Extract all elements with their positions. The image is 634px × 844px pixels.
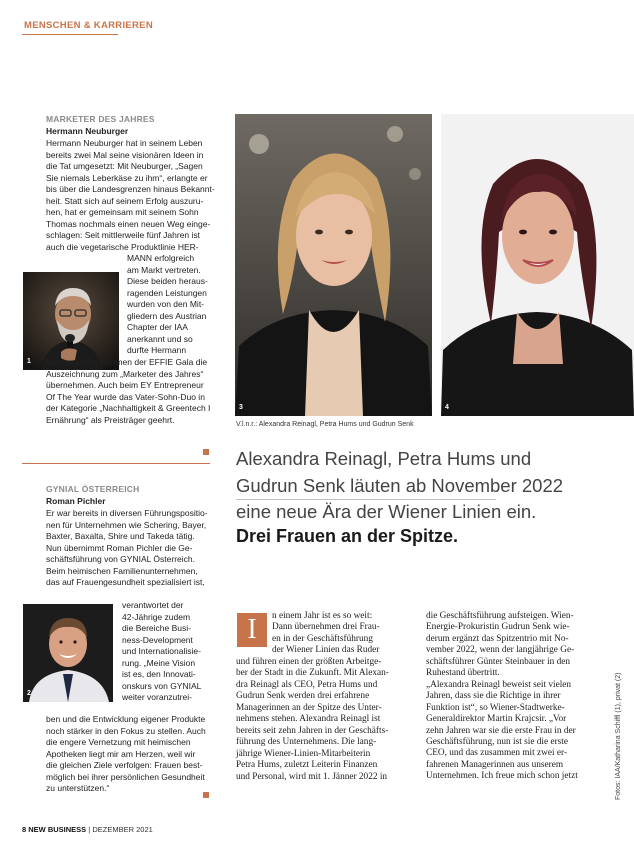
sidebar1-photo [23,272,119,370]
sidebar1-text-side: MANN erfolgreich am Markt vertreten. Diese beiden heraus- ragenden Leistungen wurden von den Mit- gliedern des Austrian Chapter der IAA anerkannt und so durfte Hermann [127,253,208,356]
photo-alexandra-reinagl [235,114,432,416]
sidebar2-text-side: verantwortet der 42-Jährige zudem die Bereiche Busi- ness-Development und Internationalisie- rung. „Meine Vision ist es, den Innovati- onskurs von GYNIAL weiter voranzutrei- [122,600,202,703]
article-col1-indented: n einem Jahr ist es so weit: Dann übernehmen drei Frau- en in der Geschäftsführung der Wiener Linien das Ruder [272,611,380,656]
sidebar-divider [22,463,210,464]
photo-caption: V.l.n.r.: Alexandra Reinagl, Petra Hums und Gudrun Senk [236,421,414,428]
sidebar2-heading: GYNIAL ÖSTERREICH [46,484,140,494]
section-label: MENSCHEN & KARRIEREN [24,20,153,31]
sidebar2-text-top: Er war bereits in diversen Führungspositio- nen für Unternehmen wie Schering, Bayer, Baxter, Baxalta, Shire und Takeda tätig. Nun übernimmt Roman Pichler die Ge- schäftsführung von GYNIAL Österreich. Beim heimischen Familienunternehmen, das auf Frauengesundheit spezialisiert ist, [46,508,208,588]
article-col2: die Geschäftsführung aufsteigen. Wien- Energie-Prokuristin Gudrun Senk wie- derum ergänzt das Spitzentrio mit No- vember 2022, wenn der langjährige Ge- schäftsführer Günter Steinbauer in den Ruhestand übertritt. „Alexandra Reinagl beweist seit vielen Jahren, dass sie die Richtige in ihrer Funktion ist“, so Wiener-Stadtwerke- Generaldirektor Martin Krajcsir. „Vor zehn Jahren war sie die erste Frau in der Geschäftsführung, nun ist sie die erste CEO, und das zusammen mit zwei er- fahrenen Managerinnen aus unserem Unternehmen. Ich freue mich schon jetzt [426,611,578,782]
sidebar1-name: Hermann Neuburger [46,126,129,136]
photo-petra-hums [441,114,634,416]
photo-number-3: 3 [239,404,243,411]
sidebar2-text-bottom: ben und die Entwicklung eigener Produkte noch stärker in den Fokus zu stellen. Auch die engere Vernetzung mit heimischen Apotheken liegt mir am Herzen, weil wir die gleichen Ziele verfolgen: Frauen best- möglich bei ihrer persönlichen Gesundheit zu unterstützen.“ [46,714,206,794]
headline-line: eine neue Ära der Wiener Linien ein. [236,501,537,522]
photo-credit: Fotos: IAA/Katharina Schiffl (1), privat (2) [615,672,622,800]
portrait-woman-blonde [235,114,432,416]
sidebar2-photo [23,604,113,702]
article-subhead: Drei Frauen an der Spitze. [236,526,459,546]
sidebar2-name: Roman Pichler [46,496,106,506]
page-number: 8 [22,825,27,834]
sidebar2-photo-number: 2 [27,690,31,697]
sidebar1-text-top: Hermann Neuburger hat in seinem Leben bereits zwei Mal seine visionären Ideen in die Tat umgesetzt: Mit Neuburger, „Sagen Sie niemals Leberkäse zu ihm“, erlangte er bis über die Landesgrenzen hinaus Bekannt- heit. Statt sich auf seinem Erfolg auszuru- hen, hat er gemeinsam mit seinem Sohn Thomas nochmals einen neuen Weg einge- schlagen: Seit mittlerweile fünf Jahren ist auch die vegetarische Produktlinie HER- [46,138,215,252]
magazine-name: NEW BUSINESS [28,825,87,834]
sidebar1-text-bottom: Neuburger im Rahmen der EFFIE Gala die Auszeichnung zum „Marketer des Jahres“ übernehmen. Auch beim EY Entrepreneur Of The Year wurde das Vater-Sohn-Duo in der Kategorie „Nachhaltigkeit & Greentech I Ernährung“ als Preisträger geehrt. [46,357,211,425]
sidebar1-photo-number: 1 [27,358,31,365]
headline-line: Alexandra Reinagl, Petra Hums und [236,448,532,469]
article-col1: und führen einen der größten Arbeitge- ber der Stadt in die Zukunft. Mit Alexan- dra Reinagl als CEO, Petra Hums und Gudrun Senk werden drei erfahrene Managerinnen an der Spitze des Unter- nehmens stehen. Alexandra Reinagl ist bereits seit zehn Jahren in der Geschäfts- führung des Unternehmens. Die lang- jährige Wiener-Linien-Mitarbeiterin Petra Hums, zuletzt Leiterin Finanzen und Personal, wird mit 1. Jänner 2022 in [236,657,389,782]
portrait-man-suit [23,604,113,702]
page-footer [22,825,153,834]
header-rule [22,34,118,35]
article-headline [236,446,563,526]
photo-number-4: 4 [445,404,449,411]
portrait-woman-brunette [441,114,634,416]
end-square-marker [203,792,209,798]
headline-line: Gudrun Senk läuten ab November 2022 [236,474,564,496]
issue-date: DEZEMBER 2021 [92,825,153,834]
footer-separator: | [88,825,91,834]
end-square-marker [203,449,209,455]
headline-divider [236,499,496,500]
portrait-man-microphone [23,272,119,370]
drop-cap: I [237,613,267,647]
sidebar1-heading: MARKETER DES JAHRES [46,114,155,124]
